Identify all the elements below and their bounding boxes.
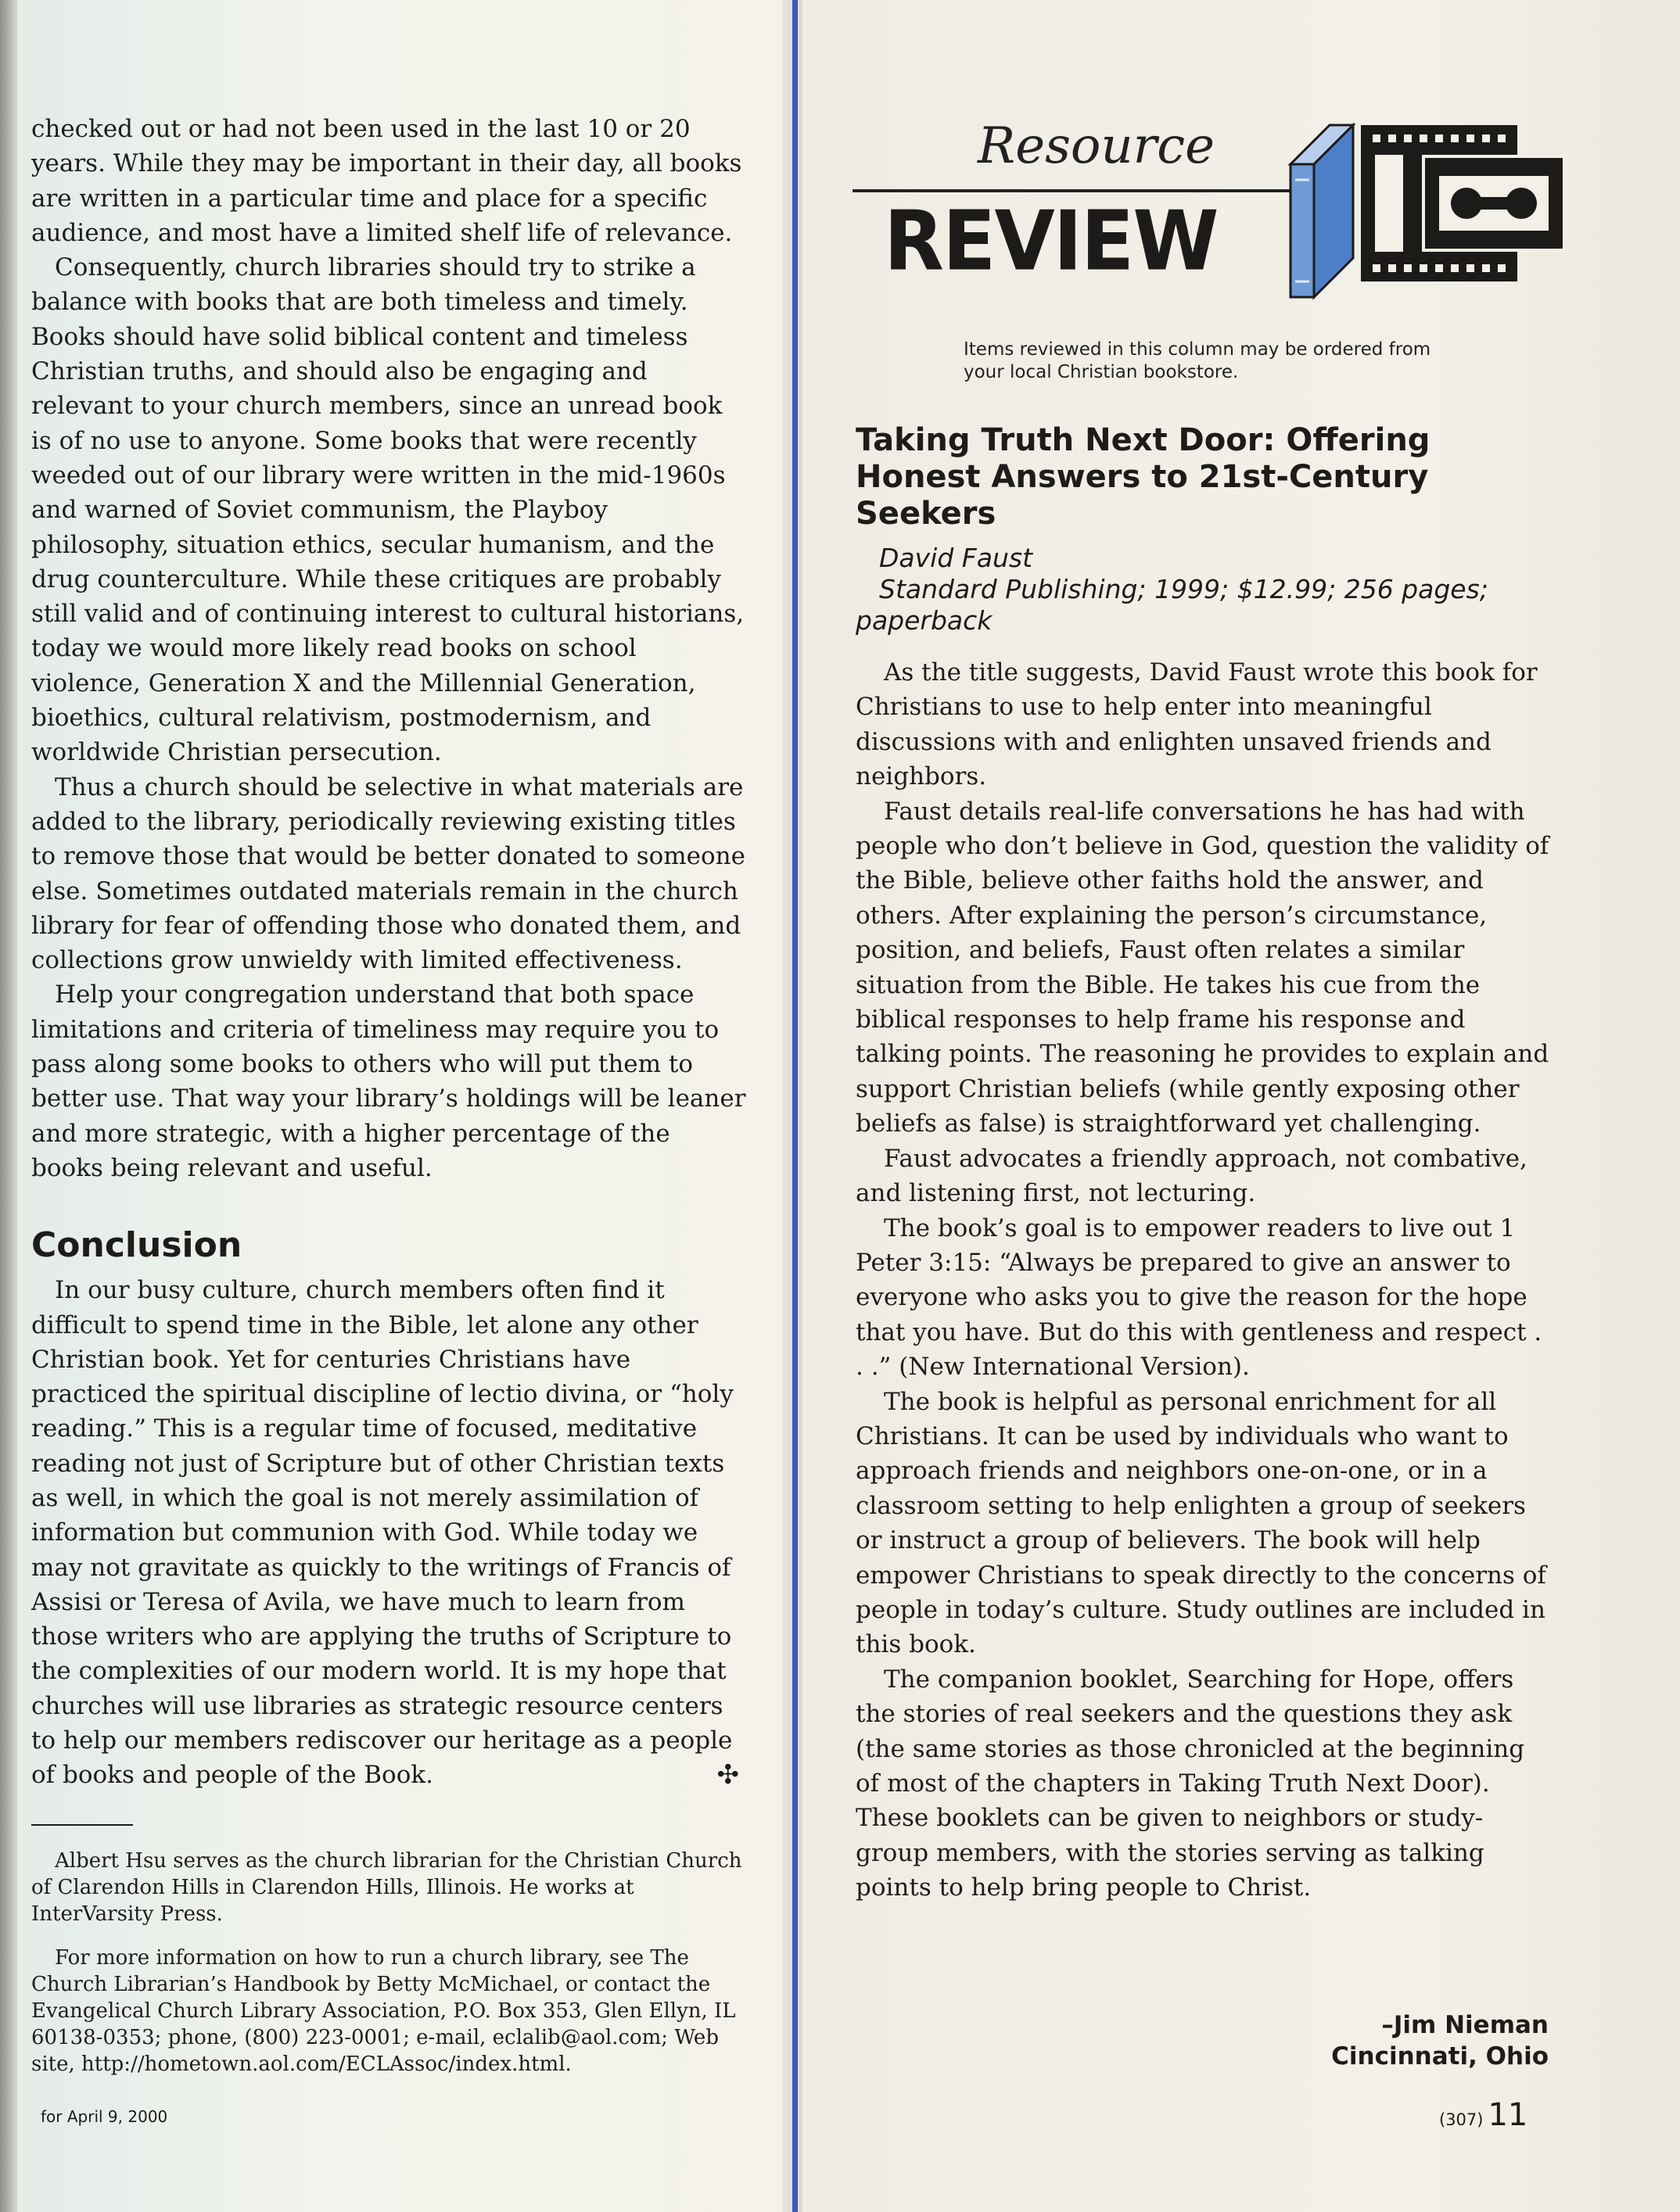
book-spine	[0, 0, 17, 2212]
logo-review-word: REVIEW	[884, 193, 1218, 289]
review-paragraph: The book is helpful as personal enrichment for all Christians. It can be used by individuals who want to approach friends and neighbors one-on-one, or in a classroom setting to help enlighten a group of seekers or instruct a group of believers. The book will help empower Christians to speak directly to the concerns of people in today’s culture. Study outlines are included in this book.	[856, 1387, 1546, 1659]
conclusion-text: In our busy culture, church members often find it difficult to spend time in the Bible, let alone any other Christian book. Yet for centuries Christians have practiced the spiritual discipline of lectio divina, or “holy reading.” This is a regular time of focused, meditative reading not just of Scripture but of other Christian texts as well, in which the goal is not merely assimilation of information but communion with God. While today we may not gravitate as quickly to the writings of Francis of Assisi or Teresa of Avila, we have much to learn from those writers who are applying the truths of Scripture to the complexities of our modern world. It is my hope that churches will use libraries as strategic resource centers to help our members rediscover our heritage as a people of books and people of the Book.	[31, 1276, 734, 1790]
book-and-video-icon	[1275, 117, 1572, 305]
article-paragraph: checked out or had not been used in the last 10 or 20 years. While they may be important in their day, all books are written in a particular time and place for a specific audience, and most have a limited shelf life of relevance.	[31, 115, 742, 247]
conclusion-heading: Conclusion	[31, 1225, 242, 1266]
logo-underline	[853, 189, 1291, 192]
author-bio: Albert Hsu serves as the church librarian for the Christian Church of Clarendon Hills in Clarendon Hills, Illinois. He works at InterVarsity Press.	[31, 1848, 742, 1926]
end-mark-icon: ✣	[716, 1759, 739, 1791]
logo-resource-word: Resource	[978, 117, 1215, 175]
column-divider-rule	[792, 0, 798, 2212]
page-ref: (307)	[1439, 2110, 1484, 2129]
reviewer-name: –Jim Nieman	[1381, 2011, 1549, 2039]
reviewer-signature	[1331, 2009, 1549, 2072]
page-number	[1439, 2097, 1527, 2133]
items-reviewed-note: Items reviewed in this column may be ordered from your local Christian bookstore.	[964, 339, 1431, 382]
more-info-note: For more information on how to run a church library, see The Church Librarian’s Handbook by Betty McMichael, or contact the Evangelical Church Library Association, P.O. Box 353, Glen Ellyn, IL 60138-0353; phone, (800) 223-0001; e-mail, eclalib@aol.com; Web site, http://hometown.aol.com/ECLAssoc/index.html.	[31, 1945, 736, 2076]
book-meta	[856, 543, 1583, 636]
left-article-column	[31, 112, 747, 2078]
article-paragraph: Help your congregation understand that both space limitations and criteria of timeliness may require you to pass along some books to others who will put them to better use. That way your library’s holdings will be leaner and more strategic, with a higher percentage of the books being relevant and useful.	[31, 981, 746, 1182]
review-paragraph: Faust details real-life conversations he has had with people who don’t believe in God, question the validity of the Bible, believe other faiths hold the answer, and others. After explaining the person’s circumstance, position, and beliefs, Faust often relates a similar situation from the Bible. He takes his cue from the biblical responses to help frame his response and talking points. The reasoning he provides to explain and support Christian beliefs (while gently exposing other beliefs as false) is straightforward yet challenging.	[856, 797, 1549, 1138]
book-author: David Faust	[879, 543, 1033, 573]
resource-review-logo	[853, 117, 1572, 305]
article-paragraph: Consequently, church libraries should try to strike a balance with books that are both timeless and timely. Books should have solid biblical content and timeless Christian truths, and should also be engaging and relevant to your church members, since an unread book is of no use to anyone. Some books that were recently weeded out of our library were written in the mid-1960s and warned of Soviet communism, the Playboy philosophy, situation ethics, secular humanism, and the drug counterculture. While these critiques are probably still valid and of continuing interest to cultural historians, today we would more likely read books on school violence, Generation X and the Millennial Generation, bioethics, cultural relativism, postmodernism, and worldwide Christian persecution.	[31, 253, 745, 767]
review-paragraph: The book’s goal is to empower readers to live out 1 Peter 3:15: “Always be prepared to give an answer to everyone who asks you to give the reason for the hope that you have. But do this with gentleness and respect . . .” (New International Version).	[856, 1214, 1542, 1382]
page-number-value: 11	[1488, 2097, 1528, 2133]
bio-divider	[31, 1824, 133, 1826]
issue-date-footer: for April 9, 2000	[41, 2107, 168, 2126]
article-paragraph: Thus a church should be selective in what materials are added to the library, periodically reviewing existing titles to remove those that would be better donated to someone else. Sometimes outdated materials remain in the church library for fear of offending those who donated them, and collections grow unwieldy with limited effectiveness.	[31, 773, 745, 975]
review-paragraph: As the title suggests, David Faust wrote this book for Christians to use to help enter into meaningful discussions with and enlighten unsaved friends and neighbors.	[856, 658, 1538, 791]
reviewer-location: Cincinnati, Ohio	[1331, 2042, 1549, 2070]
review-paragraph: Faust advocates a friendly approach, not combative, and listening first, not lecturing.	[856, 1144, 1527, 1208]
publication-text: Standard Publishing; 1999; $12.99; 256 pages; paperback	[856, 574, 1488, 636]
conclusion-paragraph	[31, 1273, 747, 1792]
book-publication-info	[856, 574, 1583, 636]
book-title: Taking Truth Next Door: Offering Honest Answers to 21st-Century Seekers	[856, 422, 1431, 532]
review-body	[856, 655, 1556, 1905]
review-paragraph: The companion booklet, Searching for Hope, offers the stories of real seekers and the questions they ask (the same stories as those chronicled at the beginning of most of the chapters in Taking Truth Next Door). These booklets can be given to neighbors or study-group members, with the stories serving as talking points to help bring people to Christ.	[856, 1665, 1525, 1902]
